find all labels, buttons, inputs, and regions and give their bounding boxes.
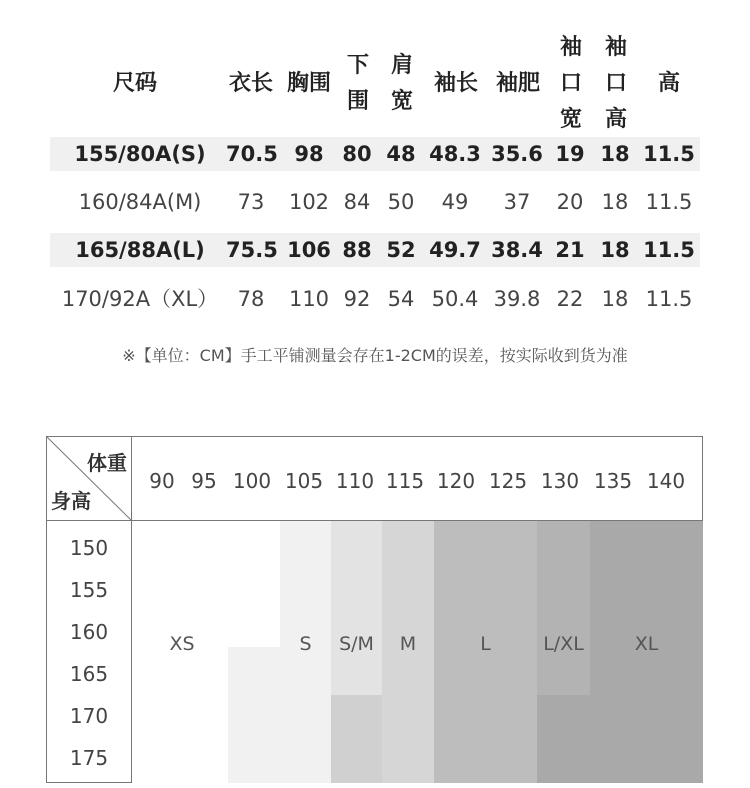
zone-label-xs: XS: [169, 633, 195, 655]
cell-shoulder: 54: [387, 287, 415, 311]
height-label: 175: [69, 746, 109, 770]
header-cuff-height-1: 袖: [604, 35, 627, 60]
size-recommendation-chart: [46, 436, 703, 783]
cell-sleeve: 50.4: [431, 287, 479, 311]
cell-length: 75.5: [226, 238, 278, 262]
cell-cuff-width: 19: [555, 142, 585, 166]
size-table: [0, 0, 750, 330]
weight-label: 135: [593, 469, 633, 493]
zone-label-m: M: [399, 633, 417, 655]
cell-length: 78: [237, 287, 265, 311]
cell-shoulder: 48: [386, 142, 416, 166]
header-cuff-width-2: 口: [559, 71, 582, 96]
cell-length: 73: [237, 190, 265, 214]
header-height: 高: [657, 71, 680, 96]
cell-length: 70.5: [226, 142, 278, 166]
height-label: 155: [69, 578, 109, 602]
weight-label: 105: [284, 469, 324, 493]
size-zones: [132, 521, 702, 782]
weight-header: [132, 437, 702, 521]
header-sleeve-width: 袖肥: [495, 71, 540, 96]
height-label: 160: [69, 620, 109, 644]
weight-label: 115: [385, 469, 425, 493]
cell-hem: 92: [343, 287, 371, 311]
height-label: 165: [69, 662, 109, 686]
header-cuff-height-3: 高: [604, 107, 627, 132]
cell-sleeve: 48.3: [429, 142, 481, 166]
weight-label: 140: [646, 469, 686, 493]
height-label: 170: [69, 704, 109, 728]
table-row: [50, 233, 700, 267]
cell-cuff-width: 20: [556, 190, 584, 214]
cell-size: 165/88A(L): [75, 238, 205, 262]
zone-s-lower: [228, 647, 280, 783]
weight-label: 100: [232, 469, 272, 493]
header-cuff-height-2: 口: [604, 71, 627, 96]
cell-hem: 84: [343, 190, 371, 214]
weight-label: 95: [191, 469, 217, 493]
cell-size: 155/80A(S): [74, 142, 206, 166]
cell-cuff-width: 21: [555, 238, 585, 262]
cell-size: 160/84A(M): [78, 190, 202, 214]
header-length: 衣长: [228, 71, 273, 96]
weight-label: 120: [436, 469, 476, 493]
cell-chest: 110: [288, 287, 330, 311]
cell-cuff-width: 22: [556, 287, 584, 311]
cell-sleeve-width: 38.4: [491, 238, 543, 262]
cell-sleeve: 49: [441, 190, 469, 214]
cell-size: 170/92A（XL）: [61, 287, 219, 311]
header-size: 尺码: [112, 71, 157, 96]
header-chest: 胸围: [286, 71, 331, 96]
zone-m-lower: [331, 695, 382, 783]
zone-label-l-xl: L/XL: [543, 633, 584, 655]
cell-chest: 102: [288, 190, 330, 214]
header-shoulder-bottom: 宽: [390, 89, 413, 114]
cell-chest: 106: [287, 238, 331, 262]
cell-cuff-height: 18: [600, 238, 630, 262]
cell-sleeve-width: 37: [503, 190, 531, 214]
cell-shoulder: 50: [387, 190, 415, 214]
cell-sleeve-width: 39.8: [493, 287, 541, 311]
weight-label: 125: [488, 469, 528, 493]
cell-height: 11.5: [643, 142, 695, 166]
header-cuff-width-3: 宽: [559, 107, 582, 132]
header-cuff-width-1: 袖: [559, 35, 582, 60]
cell-shoulder: 52: [386, 238, 416, 262]
zone-label-s-m: S/M: [339, 633, 374, 655]
weight-label: 90: [149, 469, 175, 493]
corner-height-label: 身高: [51, 489, 91, 513]
height-axis: [47, 521, 132, 782]
cell-hem: 88: [342, 238, 372, 262]
cell-cuff-height: 18: [600, 142, 630, 166]
zone-label-l: L: [480, 633, 491, 655]
cell-sleeve: 49.7: [429, 238, 481, 262]
cell-cuff-height: 18: [601, 190, 629, 214]
table-row: [50, 137, 700, 171]
zone-label-s: S: [299, 633, 312, 655]
zone-l-xl: [537, 521, 590, 695]
corner-weight-label: 体重: [87, 451, 127, 475]
height-label: 150: [69, 536, 109, 560]
header-shoulder-top: 肩: [390, 53, 413, 78]
table-row: [50, 185, 700, 219]
cell-cuff-height: 18: [601, 287, 629, 311]
header-hem-top: 下: [346, 53, 369, 78]
cell-height: 11.5: [645, 190, 693, 214]
cell-sleeve-width: 35.6: [491, 142, 543, 166]
weight-label: 130: [540, 469, 580, 493]
table-row: [50, 282, 700, 316]
header-sleeve: 袖长: [433, 71, 478, 96]
corner-cell: [47, 437, 132, 521]
cell-hem: 80: [342, 142, 372, 166]
cell-height: 11.5: [645, 287, 693, 311]
header-hem-bottom: 围: [346, 89, 369, 114]
zone-label-xl: XL: [634, 633, 659, 655]
weight-label: 110: [335, 469, 375, 493]
measurement-note: ※【单位：CM】手工平铺测量会存在1-2CM的误差，按实际收到货为准: [122, 346, 628, 365]
cell-chest: 98: [294, 142, 324, 166]
cell-height: 11.5: [643, 238, 695, 262]
zone-s-m: [331, 521, 382, 695]
